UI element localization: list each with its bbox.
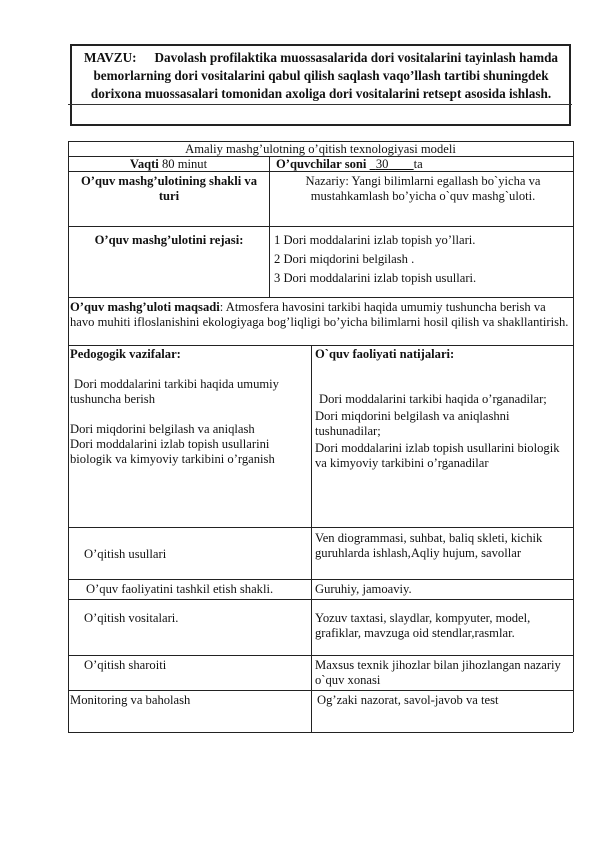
topic-label: MAVZU:: [83, 50, 137, 65]
methods-value: Ven diogrammasi, suhbat, baliq skleti, kichik guruhlarda ishlash,Aqliy hujum, savollar: [315, 531, 543, 560]
ped-item: Dori moddalarini izlab topish usullarini biologik va kimyoviy tarkibini o’rganish: [70, 437, 275, 466]
conditions-value: Maxsus texnik jihozlar bilan jihozlangan nazariy o`quv xonasi: [315, 658, 561, 687]
conditions-label: O’qitish sharoiti: [84, 658, 167, 672]
goal-cell: [70, 300, 570, 330]
topic-heading: [76, 49, 566, 103]
plan-item: 1 Dori moddalarini izlab topish yo’llari.: [274, 233, 476, 247]
column-divider: [269, 156, 270, 297]
topic-title: Davolash profilaktika muossasalarida dori vositalarini tayinlash hamda bemorlarning dori vositalarini qabul qilish saqlash vaqo’llash tartibi shuningdek dorixona muossasalari tomonidan axoliga dori vositalarini retsept asosida ishlash.: [90, 50, 559, 101]
results-item: Dori moddalarini izlab topish usullarini biologik va kimyoviy tarkibini o’rganadilar: [315, 441, 560, 470]
students-label: O’quvchilar soni: [276, 157, 367, 171]
row-divider: [68, 527, 573, 528]
row-divider: [68, 655, 573, 656]
plan-label: O’quv mashg’ulotini rejasi:: [94, 233, 244, 247]
students-suffix: ta: [413, 157, 423, 171]
column-divider: [311, 345, 312, 732]
table-border-left: [68, 141, 69, 732]
form-value: Nazariy: Yangi bilimlarni egallash bo`yicha va mustahkamlash bo’yicha o`quv mashg`uloti.: [305, 174, 541, 203]
row-divider: [68, 579, 573, 580]
students-cell: [276, 157, 571, 172]
time-label: Vaqti: [129, 157, 159, 171]
goal-text: : Atmosfera havosini tarkibi haqida umumiy tushuncha berish va havo muhiti ifloslanishini ekologiyaga bog’liqligi bo’yicha bilimlarni hosil qilish va shakllantirish.: [70, 300, 569, 329]
ped-item: Dori moddalarini tarkibi haqida umumiy tushuncha berish: [70, 377, 279, 406]
monitoring-value: Og’zaki nazorat, savol-javob va test: [317, 693, 499, 707]
time-value: 80 minut: [161, 157, 208, 171]
organization-label: O’quv faoliyatini tashkil etish shakli.: [86, 582, 274, 596]
row-divider: [68, 345, 573, 346]
monitoring-label: Monitoring va baholash: [70, 693, 191, 707]
row-divider: [68, 599, 573, 600]
organization-value: Guruhiy, jamoaviy.: [315, 582, 412, 596]
students-value: 30: [375, 157, 389, 171]
tools-value: Yozuv taxtasi, slaydlar, kompyuter, model, grafiklar, mavzuga oid stendlar,rasmlar.: [315, 611, 531, 640]
plan-list: [274, 233, 569, 286]
results-label: O`quv faoliyati natijalari:: [315, 347, 455, 361]
time-cell: [68, 157, 269, 172]
table-border-bottom: [68, 732, 573, 733]
row-divider: [68, 226, 573, 227]
plan-item: 3 Dori moddalarini izlab topish usullari.: [274, 271, 477, 285]
table-title: Amaliy mashg’ulotning o’qitish texnologiyasi modeli: [185, 142, 456, 156]
form-label: O’quv mashg’ulotining shakli va turi: [80, 174, 258, 203]
results-item: Dori moddalarini tarkibi haqida o’rganadilar;: [319, 392, 547, 406]
ped-cell: [70, 347, 308, 467]
goal-label: O’quv mashg’uloti maqsadi: [70, 300, 220, 314]
plan-item: 2 Dori miqdorini belgilash .: [274, 252, 415, 266]
topic-divider: [68, 104, 572, 105]
results-item: Dori miqdorini belgilash va aniqlashni tushunadilar;: [315, 409, 510, 438]
ped-item: Dori miqdorini belgilash va aniqlash: [70, 422, 255, 436]
table-border-right: [573, 141, 574, 732]
results-cell: [315, 347, 567, 471]
methods-label: O’qitish usullari: [84, 547, 167, 561]
tools-label: O’qitish vositalari.: [84, 611, 179, 625]
row-divider: [68, 690, 573, 691]
row-divider: [68, 297, 573, 298]
students-value-wrap: [370, 157, 414, 171]
ped-label: Pedogogik vazifalar:: [70, 347, 181, 361]
